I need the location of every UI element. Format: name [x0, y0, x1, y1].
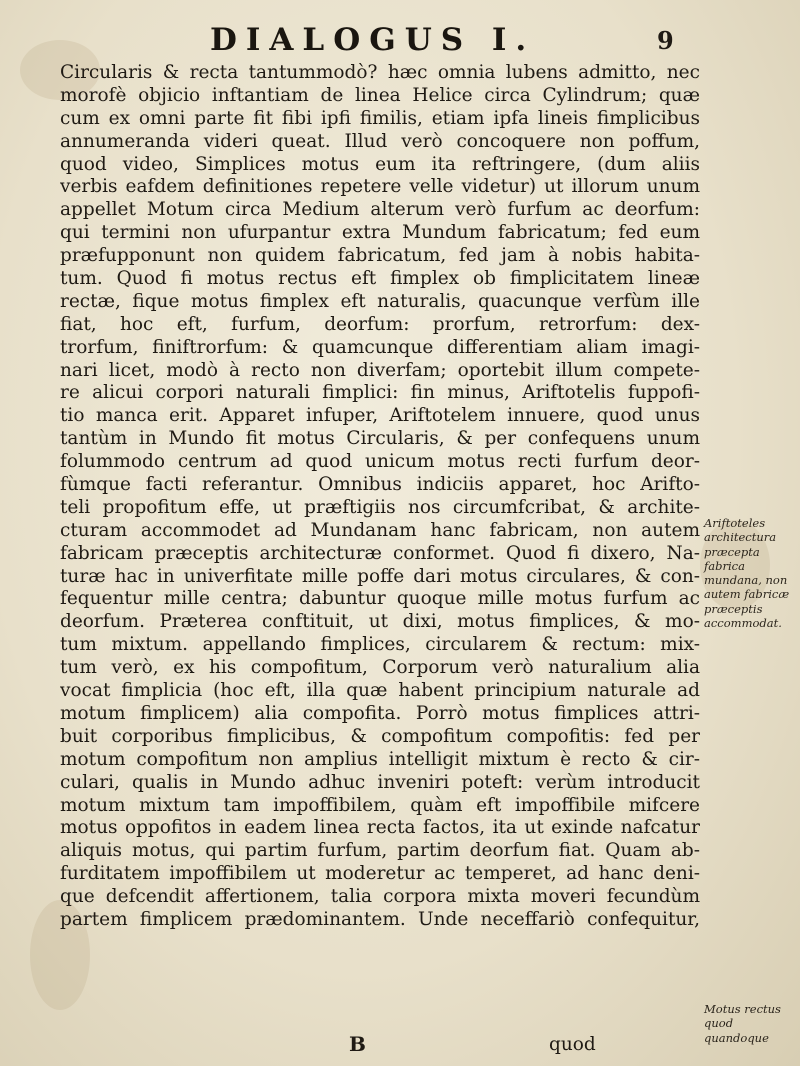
page-footer — [0, 1032, 800, 1058]
catchword: quod — [549, 1034, 596, 1055]
text-line: furditatem impoffibilem ut moderetur ac temperet, ad hanc deni- — [60, 863, 700, 885]
text-line: motum mixtum tam impoffibilem, quàm eft impoffibile mifcere — [60, 794, 700, 816]
text-line: trorfum, finiftrorfum: & quamcunque differentiam aliam imagi- — [60, 336, 700, 358]
text-line: qui termini non ufurpantur extra Mundum fabricatum; fed eum — [60, 222, 700, 244]
text-line: motum compofitum non amplius intelligit mixtum è recto & cir- — [60, 748, 700, 770]
text-line: fabricam præceptis architecturæ conformet. Quod fi dixero, Na- — [60, 542, 700, 564]
page-header — [0, 18, 800, 58]
text-line: turæ hac in univerfitate mille poffe dari motus circulares, & con- — [60, 565, 700, 587]
text-line: annumeranda videri queat. Illud verò concoquere non poffum, — [60, 130, 700, 152]
text-line: fequentur mille centra; dabuntur quoque mille motus furfum ac — [60, 588, 700, 610]
page-number: 9 — [657, 26, 674, 55]
text-line: præfupponunt non quidem fabricatum, fed jam à nobis habita- — [60, 245, 700, 267]
text-line: quod video, Simplices motus eum ita reftringere, (dum aliis — [60, 153, 700, 175]
text-line: tantùm in Mundo fit motus Circularis, & per confequens unum — [60, 428, 700, 450]
text-line: folummodo centrum ad quod unicum motus recti furfum deor- — [60, 451, 700, 473]
text-line: deorfum. Præterea conftituit, ut dixi, motus fimplices, & mo- — [60, 611, 700, 633]
text-line: tum mixtum. appellando fimplices, circularem & rectum: mix- — [60, 634, 700, 656]
text-line: fiat, hoc eft, furfum, deorfum: prorfum, retrorfum: dex- — [60, 313, 700, 335]
text-line: fùmque facti referantur. Omnibus indiciis apparet, hoc Arifto- — [60, 474, 700, 496]
body-text — [60, 62, 700, 932]
text-line: buit corporibus fimplicibus, & compofitum compofitis: fed per — [60, 725, 700, 747]
text-line: cum ex omni parte fit fibi ipfi fimilis, etiam ipfa lineis fimplicibus — [60, 107, 700, 129]
text-line: appellet Motum circa Medium alterum verò furfum ac deorfum: — [60, 199, 700, 221]
text-line: cturam accommodet ad Mundanam hanc fabricam, non autem — [60, 519, 700, 541]
text-line: motum fimplicem) alia compofita. Porrò motus fimplices attri- — [60, 702, 700, 724]
text-line: verbis eafdem definitiones repetere velle videtur) ut illorum unum — [60, 176, 700, 198]
signature-mark: B — [349, 1032, 366, 1056]
margin-note: Ariftoteles architectura præcepta fabrica mundana, non autem fabricæ præceptis accommodat. — [704, 516, 790, 631]
text-line: motus oppofitos in eadem linea recta factos, ita ut exinde nafcatur — [60, 817, 700, 839]
text-line: partem fimplicem prædominantem. Unde neceffariò confequitur, — [60, 908, 700, 930]
text-line: culari, qualis in Mundo adhuc inveniri poteft: verùm introducit — [60, 771, 700, 793]
text-line: re alicui corpori naturali fimplici: fin minus, Ariftotelis fuppofi- — [60, 382, 700, 404]
running-title: DIALOGUS I. — [210, 22, 536, 58]
text-line: tum verò, ex his compofitum, Corporum verò naturalium alia — [60, 657, 700, 679]
text-line: tum. Quod fi motus rectus eft fimplex ob fimplicitatem lineæ — [60, 268, 700, 290]
text-line: vocat fimplicia (hoc eft, illa quæ habent principium naturale ad — [60, 680, 700, 702]
margin-note: Motus rectus quod quandoque — [704, 1002, 781, 1045]
text-line: que defcendit affertionem, talia corpora mixta moveri fecundùm — [60, 886, 700, 908]
text-line: aliquis motus, qui partim furfum, partim deorfum fiat. Quam ab- — [60, 840, 700, 862]
text-line: morofè objicio inftantiam de linea Helice circa Cylindrum; quæ — [60, 84, 700, 106]
text-line: nari licet, modò à recto non diverfam; oportebit illum compete- — [60, 359, 700, 381]
text-line: Circularis & recta tantummodò? hæc omnia lubens admitto, nec — [60, 62, 700, 83]
text-line: rectæ, fique motus fimplex eft naturalis, quacunque verfùm ille — [60, 290, 700, 312]
text-line: tio manca erit. Apparet infuper, Ariftotelem innuere, quod unus — [60, 405, 700, 427]
text-line: teli propofitum effe, ut præftigiis nos circumfcribat, & archite- — [60, 496, 700, 518]
